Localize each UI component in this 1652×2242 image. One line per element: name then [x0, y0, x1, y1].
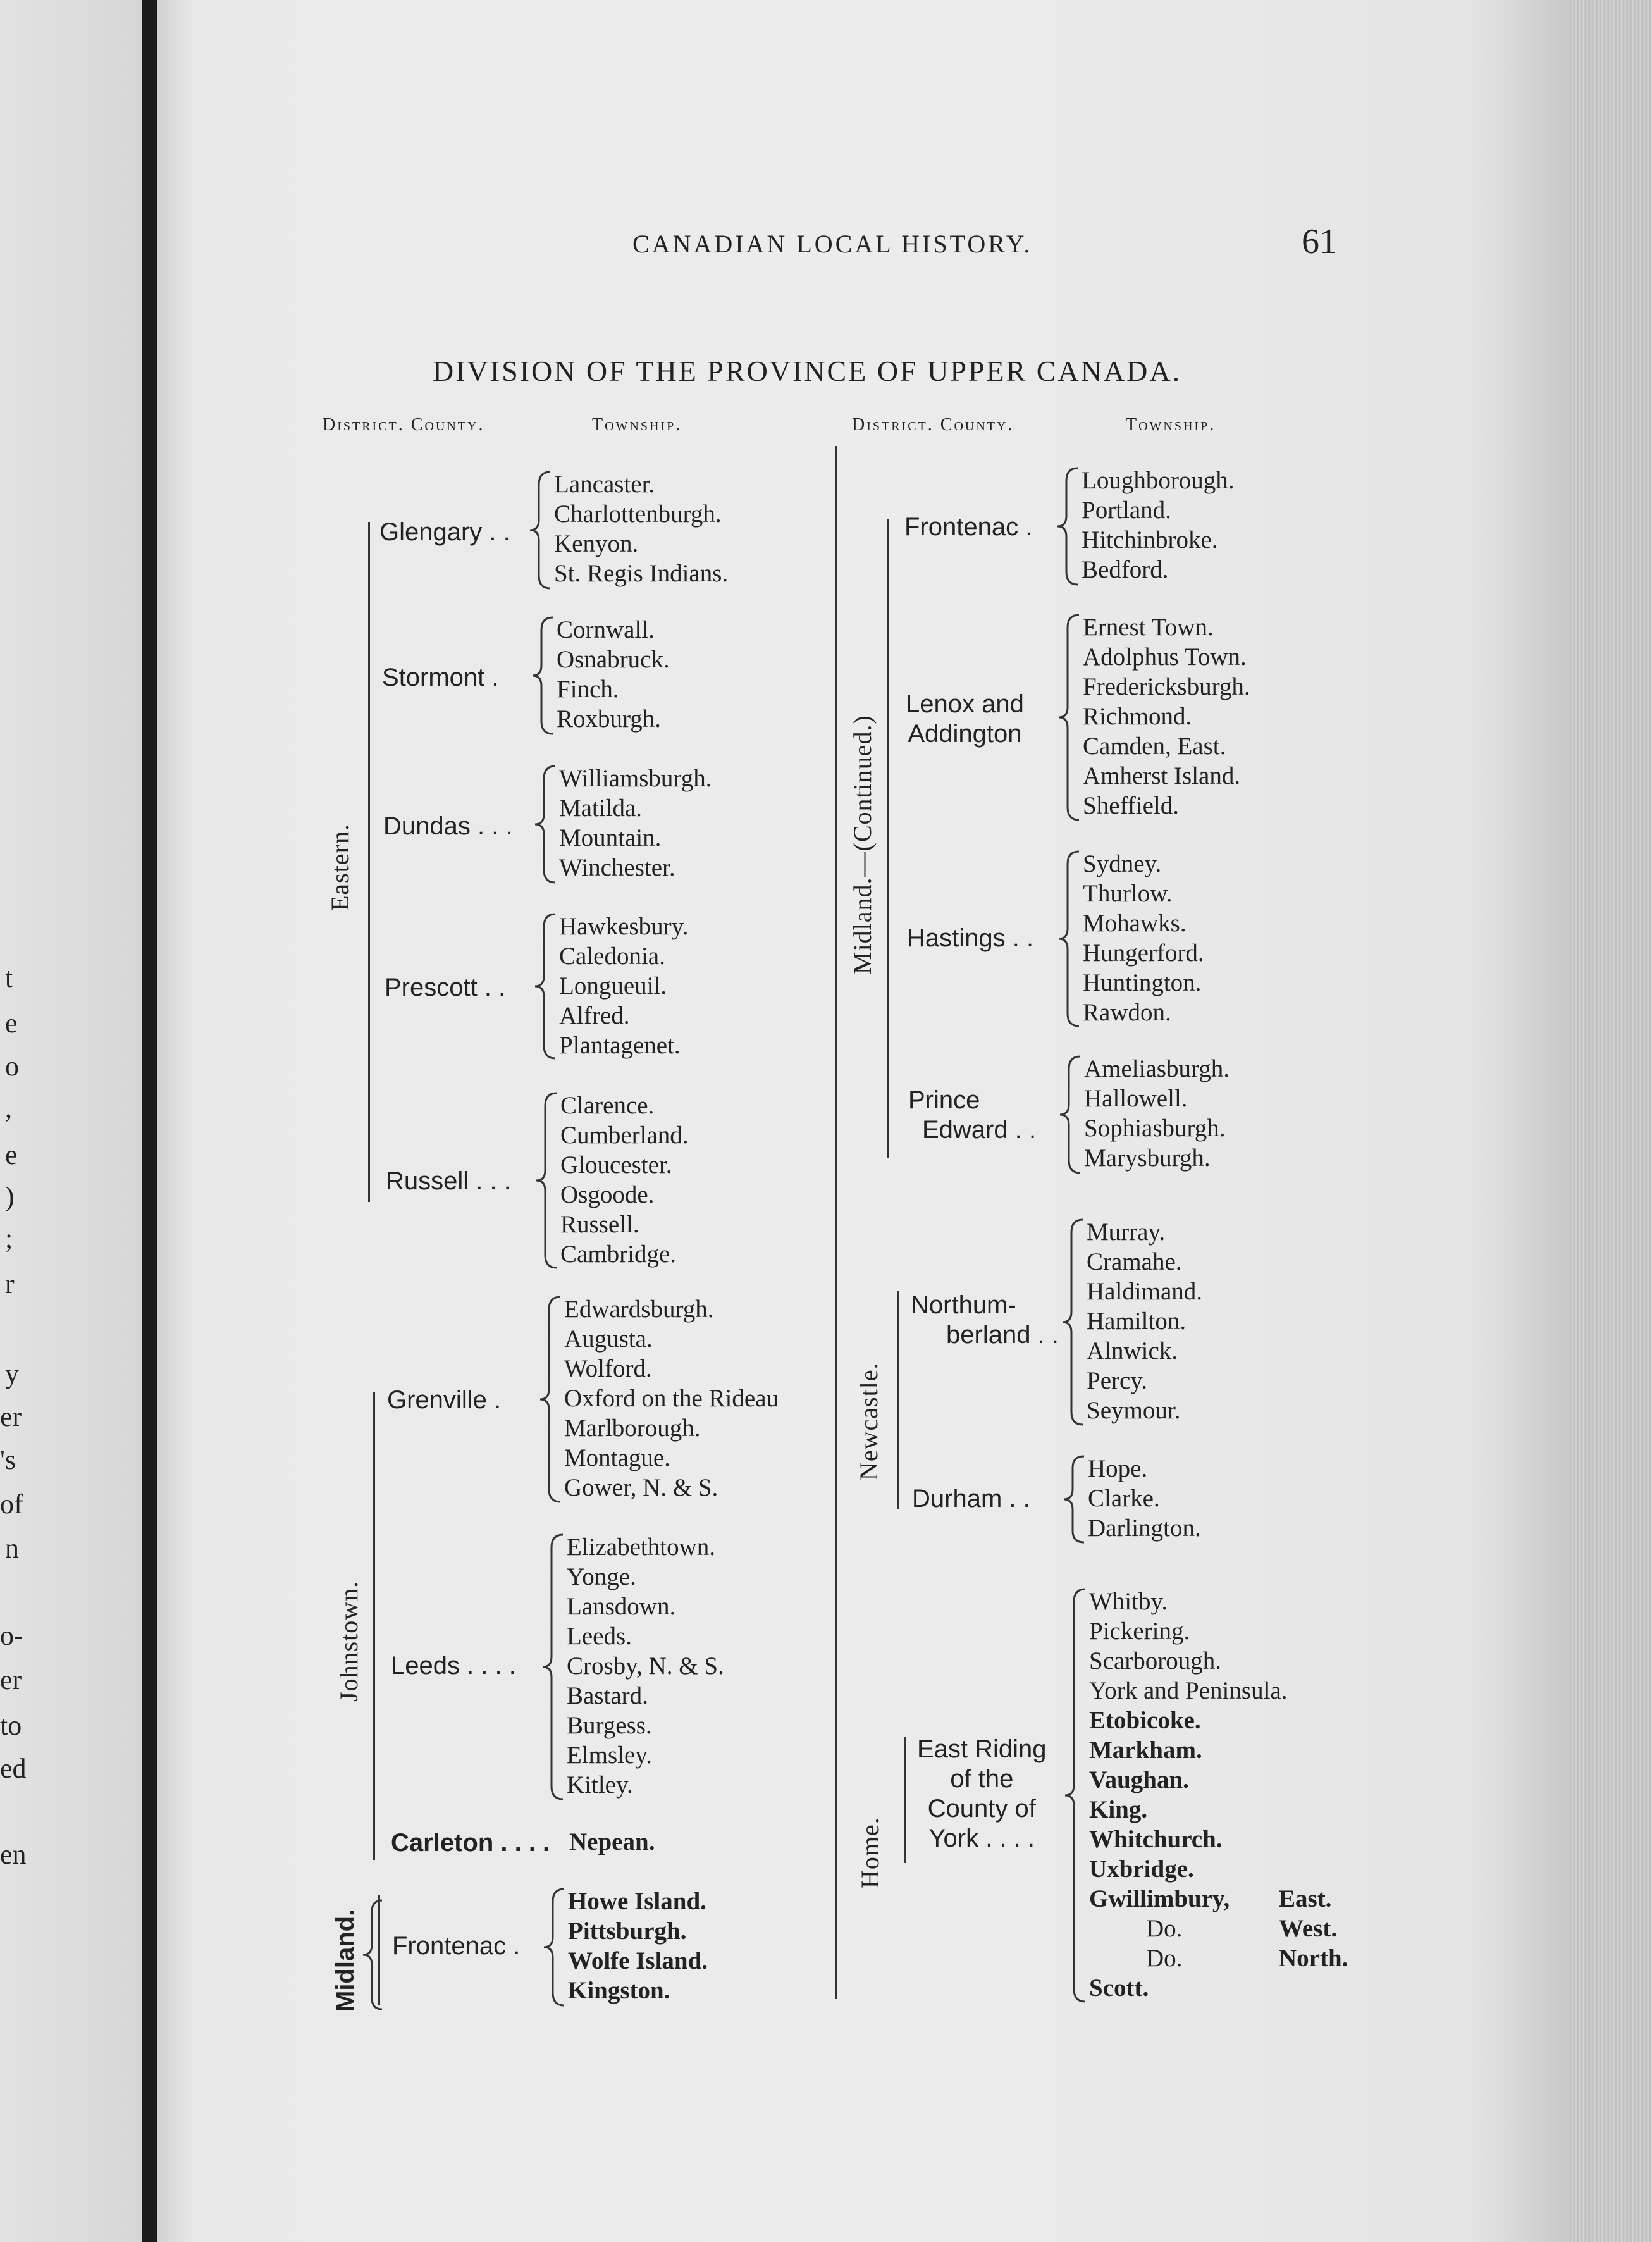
county-leeds: Leeds . . . .: [391, 1652, 516, 1680]
county-russell: Russell . . .: [386, 1167, 511, 1195]
facing-page-fragment: ed: [0, 1753, 27, 1784]
brace-grenville: [536, 1294, 564, 1504]
townships-stormont: Cornwall. Osnabruck. Finch. Roxburgh.: [557, 616, 670, 733]
brace-hastings: [1055, 849, 1083, 1029]
county-frontenac-right: Frontenac .: [904, 513, 1033, 541]
column-heading-township-right: Township.: [1126, 415, 1216, 435]
district-label-midland: Midland.: [331, 1909, 359, 2012]
facing-page-fragment: o-: [0, 1620, 23, 1651]
column-heading-district-county-left: District. County.: [323, 415, 485, 435]
county-hastings: Hastings . .: [907, 924, 1034, 952]
book-gutter: [142, 0, 157, 2242]
brace-durham: [1060, 1454, 1088, 1545]
townships-russell: Clarence. Cumberland. Gloucester. Osgoode. Russell. Cambridge.: [560, 1092, 689, 1268]
township: Lancaster.: [554, 471, 655, 498]
district-label-johnstown: Johnstown.: [335, 1580, 363, 1702]
townships-glengary: [554, 469, 728, 588]
townships-frontenac-left: Howe Island. Pittsburgh. Wolfe Island. Kingston.: [568, 1888, 708, 2004]
townships-prescott: Hawkesbury. Caledonia. Longueuil. Alfred. Plantagenet.: [559, 913, 689, 1059]
facing-page-fragment: ;: [5, 1223, 13, 1254]
facing-page-fragment: to: [0, 1710, 22, 1741]
district-brace-newcastle: [897, 1291, 899, 1509]
townships-leeds: Elizabethtown. Yonge. Lansdown. Leeds. Crosby, N. & S. Bastard. Burgess. Elmsley. Kitley.: [567, 1533, 724, 1799]
townships-east-riding-york: Whitby. Pickering. Scarborough. York and Peninsula. Etobicoke. Markham. Vaughan. King. Whitchurch. Uxbridge. Gwillimbury, East. Do. West. Do. North. Scott.: [1089, 1588, 1348, 2002]
brace-prince-edward: [1056, 1054, 1084, 1175]
brace-northumberland: [1059, 1217, 1087, 1427]
brace-prescott: [531, 912, 559, 1061]
brace-stormont: [529, 615, 557, 736]
running-head: CANADIAN LOCAL HISTORY.: [632, 230, 1033, 258]
column-heading-district-county-right: District. County.: [852, 415, 1014, 435]
brace-midland-district: [361, 1898, 386, 2012]
county-prescott: Prescott . .: [385, 974, 506, 1001]
townships-prince-edward: Ameliasburgh. Hallowell. Sophiasburgh. Marysburgh.: [1084, 1055, 1230, 1172]
column-heading-township-left: Township.: [592, 415, 682, 435]
facing-page-fragment: er: [0, 1401, 22, 1432]
county-northumberland: Northum- berland . .: [911, 1291, 1059, 1349]
district-brace-johnstown: [373, 1392, 375, 1860]
facing-page-fragment: ,: [5, 1093, 12, 1124]
facing-page-fragment: ): [5, 1181, 15, 1212]
township: Charlottenburgh.: [554, 500, 722, 528]
district-label-midland-continued: Midland.—(Continued.): [848, 715, 877, 974]
brace-frontenac-left: [540, 1886, 568, 2008]
brace-leeds: [539, 1532, 567, 1802]
district-brace-home: [904, 1737, 906, 1863]
brace-lenox-addington: [1055, 612, 1083, 822]
county-lenox-addington: Lenox and Addington: [906, 690, 1024, 748]
county-durham: Durham . .: [912, 1485, 1030, 1513]
facing-page-fragment: e: [5, 1139, 18, 1170]
district-label-newcastle: Newcastle.: [854, 1362, 883, 1480]
facing-page-fragment: 's: [0, 1444, 16, 1475]
county-east-riding-york: East Riding of the County of York . . . .: [917, 1735, 1047, 1852]
facing-page: [0, 0, 142, 2242]
facing-page-fragment: y: [5, 1358, 19, 1389]
county-dundas: Dundas . . .: [383, 812, 513, 840]
brace-frontenac-right: [1054, 466, 1082, 587]
township: Kenyon.: [554, 530, 639, 557]
brace-glengary: [526, 469, 554, 591]
townships-frontenac-right: Loughborough. Portland. Hitchinbroke. Bedford.: [1082, 467, 1235, 583]
townships-durham: Hope. Clarke. Darlington.: [1088, 1455, 1201, 1542]
facing-page-fragment: o: [5, 1051, 19, 1082]
facing-page-fragment: n: [5, 1533, 19, 1564]
facing-page-fragment: e: [5, 1008, 18, 1039]
townships-northumberland: Murray. Cramahe. Haldimand. Hamilton. Alnwick. Percy. Seymour.: [1087, 1218, 1203, 1424]
township: St. Regis Indians.: [554, 560, 729, 587]
district-label-home: Home.: [856, 1817, 884, 1888]
facing-page-fragment: of: [0, 1489, 23, 1520]
townships-dundas: Williamsburgh. Matilda. Mountain. Winchester.: [559, 765, 712, 881]
county-grenville: Grenville .: [387, 1386, 502, 1414]
brace-russell: [533, 1091, 560, 1270]
facing-page-fragment: r: [5, 1268, 15, 1299]
page-edges: [1569, 0, 1652, 2242]
page-title: DIVISION OF THE PROVINCE OF UPPER CANADA.: [433, 355, 1182, 387]
facing-page-fragment: er: [0, 1664, 22, 1695]
county-frontenac-left: Frontenac .: [392, 1932, 521, 1960]
township-nepean: Nepean.: [569, 1828, 655, 1855]
townships-hastings: Sydney. Thurlow. Mohawks. Hungerford. Huntington. Rawdon.: [1083, 850, 1204, 1026]
page-number: 61: [1302, 222, 1337, 261]
facing-page-fragment: en: [0, 1839, 27, 1870]
county-glengary: Glengary . .: [379, 518, 510, 546]
district-brace-eastern: [368, 522, 370, 1202]
townships-grenville: Edwardsburgh. Augusta. Wolford. Oxford on the Rideau Marlborough. Montague. Gower, N. & S.: [564, 1296, 779, 1501]
brace-east-riding-york: [1061, 1587, 1089, 2004]
district-brace-midland-continued: [887, 519, 889, 1158]
facing-page-fragment: t: [5, 962, 13, 993]
county-carleton: Carleton . . . .: [391, 1829, 550, 1857]
county-stormont: Stormont .: [382, 664, 499, 691]
brace-dundas: [531, 764, 559, 885]
district-label-eastern: Eastern.: [326, 824, 354, 911]
county-prince-edward: Prince Edward . .: [908, 1086, 1037, 1144]
townships-lenox-addington: Ernest Town. Adolphus Town. Fredericksburgh. Richmond. Camden, East. Amherst Island. Sheffield.: [1083, 614, 1250, 819]
column-divider: [835, 446, 837, 1999]
